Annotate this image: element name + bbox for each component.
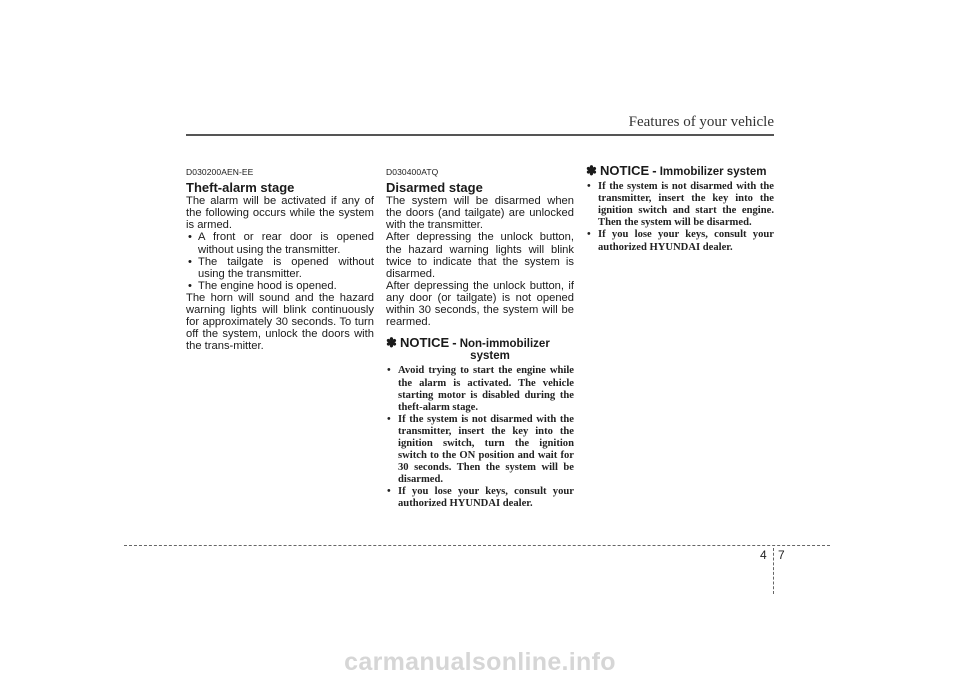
notice-list: [386, 365, 574, 510]
disarmed-column: [386, 166, 574, 511]
notice-mark-icon: ✽: [386, 335, 397, 351]
paragraph: The system will be disarmed when the doors (and tailgate) are unlocked with the transmitter.: [386, 195, 574, 232]
notice-list: [586, 181, 774, 254]
watermark: carmanualsonline.info: [344, 648, 616, 676]
paragraph: After depressing the unlock button, if any door (or tailgate) is not opened within 30 seconds, the system will be rearmed.: [386, 279, 574, 329]
immobilizer-column: [586, 165, 774, 254]
notice-topic-continued: system: [470, 350, 510, 363]
list-item: • The engine hood is opened.: [186, 280, 374, 292]
notice-heading: [586, 165, 774, 178]
notice-label: NOTICE: [600, 163, 650, 178]
page-section-number: 4: [760, 548, 767, 562]
section-code: D030200AEN-EE: [186, 167, 254, 177]
list-item: • If the system is not disarmed with the transmitter, insert the key into the ignition switch, turn the ignition switch to the ON position and wait for 30 seconds. Then the system will be disarmed.: [386, 414, 574, 487]
notice-topic: Non-immobilizer: [459, 338, 550, 351]
section-header-title: Features of your vehicle: [628, 114, 774, 130]
theft-alarm-column: [186, 166, 374, 352]
page-number-divider: [773, 548, 774, 594]
section-code: D030400ATQ: [386, 167, 439, 177]
list-item: • A front or rear door is opened without using the transmitter.: [186, 231, 374, 255]
page-number: 7: [778, 548, 785, 562]
list-item: • Avoid trying to start the engine while the alarm is activated. The vehicle starting motor is disabled during the theft-alarm stage.: [386, 365, 574, 413]
notice-topic: Immobilizer system: [659, 166, 767, 178]
footer-rule: [124, 545, 830, 546]
list-item: • If the system is not disarmed with the transmitter, insert the key into the ignition switch and start the engine. Then the system will be disarmed.: [586, 181, 774, 229]
outro-paragraph: The horn will sound and the hazard warning lights will blink continuously for approximately 30 seconds. To turn off the system, unlock the doors with the trans-mitter.: [186, 291, 374, 353]
notice-heading: [386, 337, 574, 362]
notice-dash: -: [652, 163, 657, 178]
trigger-list: [186, 231, 374, 291]
list-item: • The tailgate is opened without using the transmitter.: [186, 256, 374, 280]
section-heading: Disarmed stage: [386, 180, 483, 196]
list-item: • If you lose your keys, consult your authorized HYUNDAI dealer.: [586, 229, 774, 253]
section-heading: Theft-alarm stage: [186, 180, 295, 196]
notice-dash: -: [452, 335, 457, 351]
intro-paragraph: The alarm will be activated if any of the following occurs while the system is armed.: [186, 195, 374, 232]
paragraph: After depressing the unlock button, the hazard warning lights will blink twice to indicate that the system is disarmed.: [386, 231, 574, 280]
notice-mark-icon: ✽: [586, 163, 597, 178]
header-rule: [186, 134, 774, 136]
notice-label: NOTICE: [400, 335, 450, 351]
list-item: • If you lose your keys, consult your authorized HYUNDAI dealer.: [386, 486, 574, 510]
